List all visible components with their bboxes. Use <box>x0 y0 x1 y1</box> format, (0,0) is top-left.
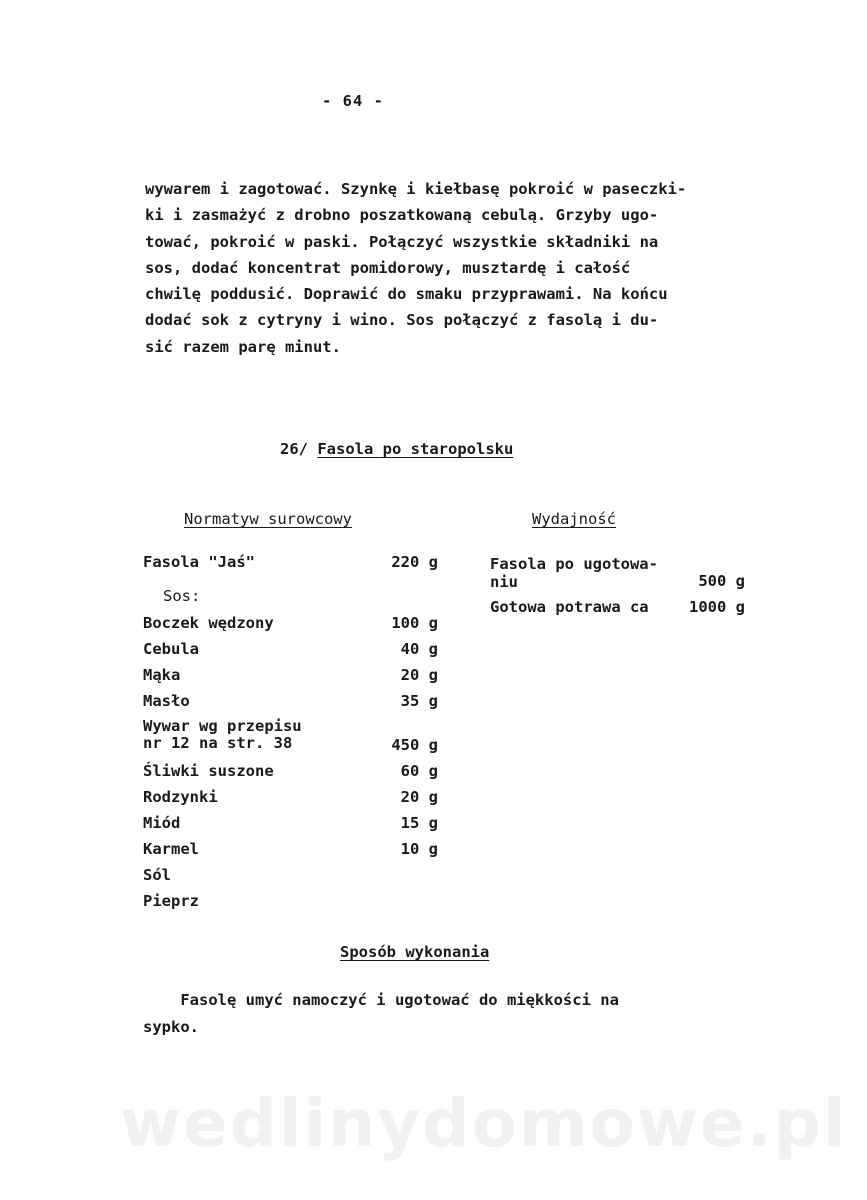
ingredient-qty: 20 g <box>400 788 438 806</box>
ingredient-qty: 60 g <box>400 762 438 780</box>
ingredient-name: Pieprz <box>143 892 199 910</box>
text-line: sypko. <box>143 1018 199 1036</box>
ingredient-name: Cebula <box>143 640 199 658</box>
recipe-title <box>280 440 513 458</box>
text-line: sić razem parę minut. <box>145 337 341 356</box>
text-line: Fasolę umyć namoczyć i ugotować do miękkości na <box>143 991 619 1009</box>
ingredient-name: Miód <box>143 814 181 832</box>
page-number: - 64 - <box>322 92 384 110</box>
ingredient-name: Boczek wędzony <box>143 614 274 632</box>
ingredient-name: Sos: <box>163 587 201 605</box>
text-line: dodać sok z cytryny i wino. Sos połączyć z fasolą i du- <box>145 311 659 330</box>
ingredients-header: Normatyw surowcowy <box>184 510 352 528</box>
ingredient-qty: 100 g <box>391 614 438 632</box>
ingredient-name: Mąka <box>143 666 181 684</box>
yield-row <box>490 598 745 616</box>
ingredient-name: Fasola "Jaś" <box>143 553 255 571</box>
yield-row <box>490 555 745 591</box>
ingredient-qty: 220 g <box>391 553 438 571</box>
method-title: Sposób wykonania <box>340 943 490 961</box>
method-paragraph <box>143 987 743 1041</box>
recipe-name: Fasola po staropolsku <box>317 440 514 458</box>
ingredient-name: Masło <box>143 692 190 710</box>
text-line: ki i zasmażyć z drobno poszatkowaną cebulą. Grzyby ugo- <box>145 206 659 225</box>
ingredient-qty: 10 g <box>400 840 438 858</box>
text-line: chwilę poddusić. Doprawić do smaku przyprawami. Na końcu <box>145 285 668 304</box>
text-line: tować, pokroić w paski. Połączyć wszystkie składniki na <box>145 232 659 251</box>
watermark: wedlinydomowe.pl <box>120 1085 848 1162</box>
yield-name: Fasola po ugotowa- niu <box>490 555 658 591</box>
ingredient-name: Wywar wg przepisu nr 12 na str. 38 <box>143 717 302 752</box>
yield-qty: 500 g <box>698 572 745 590</box>
ingredient-name: Rodzynki <box>143 788 218 806</box>
yield-name: Gotowa potrawa ca <box>490 598 649 616</box>
ingredient-qty: 40 g <box>400 640 438 658</box>
ingredient-name: Sól <box>143 866 171 884</box>
intro-paragraph <box>145 176 745 360</box>
text-line: sos, dodać koncentrat pomidorowy, musztardę i całość <box>145 258 631 277</box>
yield-qty: 1000 g <box>689 598 745 616</box>
ingredient-qty: 450 g <box>391 736 438 754</box>
ingredient-qty: 15 g <box>400 814 438 832</box>
ingredient-name: Śliwki suszone <box>143 762 274 780</box>
ingredient-name: Karmel <box>143 840 199 858</box>
ingredient-qty: 35 g <box>400 692 438 710</box>
recipe-number: 26/ <box>280 440 308 458</box>
yield-header: Wydajność <box>532 510 616 528</box>
text-line: wywarem i zagotować. Szynkę i kiełbasę pokroić w paseczki- <box>145 180 687 198</box>
ingredient-qty: 20 g <box>400 666 438 684</box>
